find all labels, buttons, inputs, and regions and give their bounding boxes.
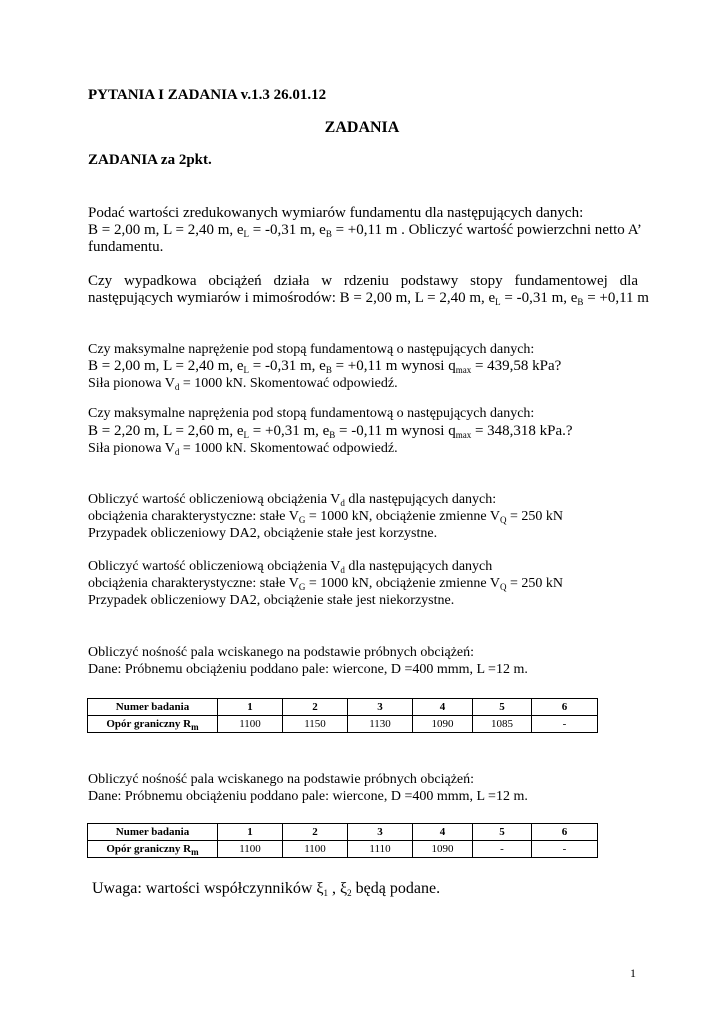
task-1-line-3: fundamentu.: [88, 239, 164, 255]
table-column-header: 3: [348, 699, 413, 716]
table-column-header: 2: [283, 824, 348, 841]
task-8-line-1: Obliczyć nośność pala wciskanego na podstawie próbnych obciążeń:: [88, 772, 475, 787]
task-2-line-2: następujących wymiarów i mimośrodów: B = 2,00 m, L = 2,40 m, $e_L = -0,31$ m, $e_B = +0,11$ m: [88, 290, 649, 307]
task-4-line-3: Siła pionowa $V_d = 1000$ kN. Skomentować odpowiedź.: [88, 441, 398, 457]
table-header-label: Numer badania: [88, 699, 218, 716]
task-5-line-1: Obliczyć wartość obliczeniową obciążenia $V_d$ dla następujących danych:: [88, 492, 497, 508]
table-column-header: 5: [473, 824, 532, 841]
table-cell: 1100: [218, 841, 283, 858]
table-cell: -: [532, 716, 598, 733]
task-3-line-3: Siła pionowa $V_d = 1000$ kN. Skomentować odpowiedź.: [88, 376, 398, 392]
table-cell: -: [532, 841, 598, 858]
table-header-row: [88, 824, 598, 841]
task-3-line-2: B = 2,00 m, L = 2,40 m, $e_L = -0,31$ m, $e_B = +0,11$ m wynosi $q_{max} = 439,58$ kPa?: [88, 358, 562, 375]
document-header: PYTANIA I ZADANIA v.1.3 26.01.12: [88, 87, 327, 103]
task-6-line-2: obciążenia charakterystyczne: stałe $V_G = 1000$ kN, obciążenie zmienne $V_Q = 250$ kN: [88, 576, 563, 592]
section-title: [0, 119, 724, 137]
task-7-line-2: Dane: Próbnemu obciążeniu poddano pale: wiercone, D =400 mmm, L =12 m.: [88, 662, 528, 677]
table-column-header: 2: [283, 699, 348, 716]
table-column-header: 6: [532, 699, 598, 716]
task-6-line-3: Przypadek obliczeniowy DA2, obciążenie stałe jest niekorzystne.: [88, 593, 455, 608]
task-6-line-1: Obliczyć wartość obliczeniową obciążenia $V_d$ dla następujących danych: [88, 559, 493, 575]
pile-test-table-2: [87, 823, 598, 858]
table-header-label: Numer badania: [88, 824, 218, 841]
task-8-line-2: Dane: Próbnemu obciążeniu poddano pale: wiercone, D =400 mmm, L =12 m.: [88, 789, 528, 804]
pile-test-table-1: [87, 698, 598, 733]
table-row: [88, 716, 598, 733]
table-column-header: 6: [532, 824, 598, 841]
table-row: [88, 841, 598, 858]
task-7-line-1: Obliczyć nośność pala wciskanego na podstawie próbnych obciążeń:: [88, 645, 475, 660]
table-cell: 1100: [218, 716, 283, 733]
task-1-line-1: Podać wartości zredukowanych wymiarów fundamentu dla następujących danych:: [88, 205, 584, 221]
table-cell: 1085: [473, 716, 532, 733]
table-row-label: Opór graniczny $R_m$: [88, 716, 218, 733]
table-cell: 1100: [283, 841, 348, 858]
table-cell: 1090: [413, 716, 473, 733]
table-column-header: 5: [473, 699, 532, 716]
section-title-text: ZADANIA: [324, 119, 400, 136]
task-5-line-2: obciążenia charakterystyczne: stałe $V_G = 1000$ kN, obciążenie zmienne $V_Q = 250$ kN: [88, 509, 563, 525]
table-row-label: Opór graniczny $R_m$: [88, 841, 218, 858]
table-header-row: [88, 699, 598, 716]
task-5-line-3: Przypadek obliczeniowy DA2, obciążenie stałe jest korzystne.: [88, 526, 438, 541]
table-column-header: 4: [413, 824, 473, 841]
task-4-line-1: Czy maksymalne naprężenia pod stopą fundamentową o następujących danych:: [88, 406, 535, 421]
task-1-line-2: B = 2,00 m, L = 2,40 m, $e_L = -0,31$ m, $e_B = +0,11$ m . Obliczyć wartość powierzchni netto A’: [88, 222, 642, 239]
task-2-line-1: Czy wypadkowa obciążeń działa w rdzeniu podstawy stopy fundamentowej dla: [88, 273, 638, 289]
table-column-header: 3: [348, 824, 413, 841]
note-text: Uwaga: wartości współczynników $\xi_1$ , $\xi_2$ będą podane.: [92, 880, 441, 898]
task-4-line-2: B = 2,20 m, L = 2,60 m, $e_L = +0,31$ m, $e_B = -0,11$ m wynosi $q_{max} = 348,318$ kPa.?: [88, 423, 573, 440]
table-column-header: 1: [218, 824, 283, 841]
table-column-header: 4: [413, 699, 473, 716]
table-cell: 1090: [413, 841, 473, 858]
table-cell: -: [473, 841, 532, 858]
table-column-header: 1: [218, 699, 283, 716]
table-cell: 1130: [348, 716, 413, 733]
page-number: 1: [630, 966, 636, 980]
table-cell: 1150: [283, 716, 348, 733]
table-cell: 1110: [348, 841, 413, 858]
task-3-line-1: Czy maksymalne naprężenie pod stopą fundamentową o następujących danych:: [88, 342, 535, 357]
subsection-title: ZADANIA za 2pkt.: [88, 152, 212, 168]
